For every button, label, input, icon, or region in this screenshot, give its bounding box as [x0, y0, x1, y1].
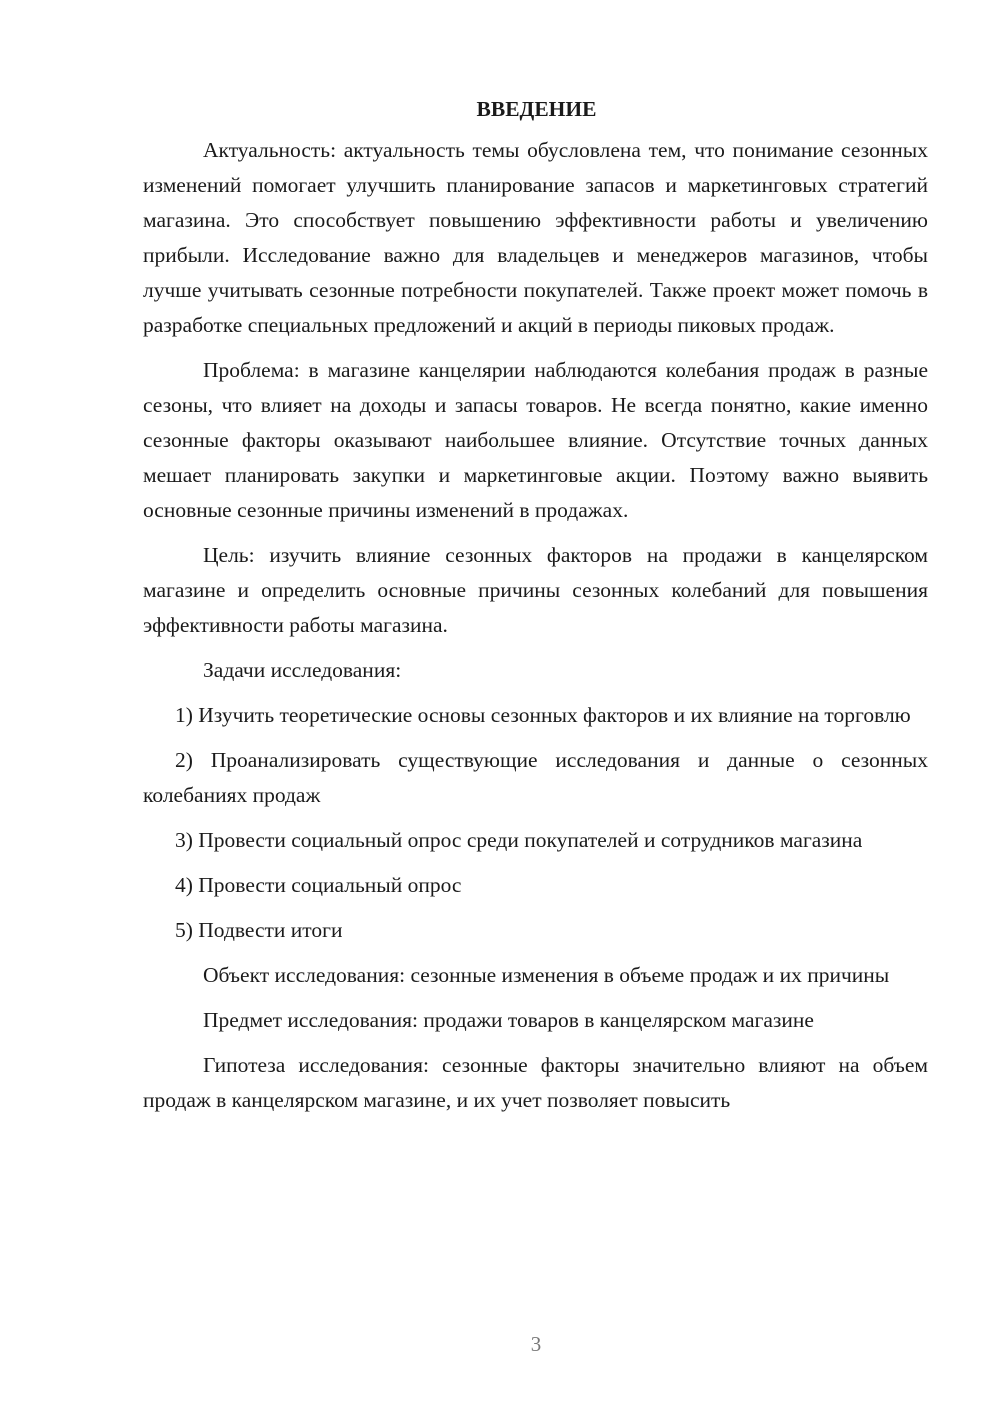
subject-paragraph: Предмет исследования: продажи товаров в канцелярском магазине — [203, 1008, 814, 1032]
tasks-list — [143, 698, 928, 948]
task-item: 5) Подвести итоги — [175, 918, 343, 942]
hypothesis-paragraph: Гипотеза исследования: сезонные факторы значительно влияют на объем продаж в канцелярском магазине, и их учет позволяет повысить — [143, 1053, 928, 1112]
problem-paragraph: Проблема: в магазине канцелярии наблюдаются колебания продаж в разные сезоны, что влияет на доходы и запасы товаров. Не всегда понятно, какие именно сезонные факторы оказывают наибольшее влияние. Отсутствие точных данных мешает планировать закупки и маркетинговые акции. Поэтому важно выявить основные сезонные причины изменений в продажах. — [143, 358, 928, 522]
section-title: ВВЕДЕНИЕ — [476, 97, 597, 121]
task-item: 3) Провести социальный опрос среди покупателей и сотрудников магазина — [175, 828, 863, 852]
relevance-paragraph: Актуальность: актуальность темы обусловлена тем, что понимание сезонных изменений помогает улучшить планирование запасов и маркетинговых стратегий магазина. Это способствует повышению эффективности работы и увеличению прибыли. Исследование важно для владельцев и менеджеров магазинов, чтобы лучше учитывать сезонные потребности покупателей. Также проект может помочь в разработке специальных предложений и акций в периоды пиковых продаж. — [143, 138, 928, 337]
page-number: 3 — [530, 1332, 542, 1356]
object-paragraph: Объект исследования: сезонные изменения в объеме продаж и их причины — [203, 963, 890, 987]
tasks-heading: Задачи исследования: — [203, 658, 402, 682]
document-page — [143, 92, 928, 1128]
goal-paragraph: Цель: изучить влияние сезонных факторов на продажи в канцелярском магазине и определить основные причины сезонных колебаний для повышения эффективности работы магазина. — [143, 543, 928, 637]
task-item: 2) Проанализировать существующие исследования и данные о сезонных колебаниях продаж — [143, 748, 928, 807]
task-item: 1) Изучить теоретические основы сезонных факторов и их влияние на торговлю — [175, 703, 911, 727]
task-item: 4) Провести социальный опрос — [175, 873, 462, 897]
